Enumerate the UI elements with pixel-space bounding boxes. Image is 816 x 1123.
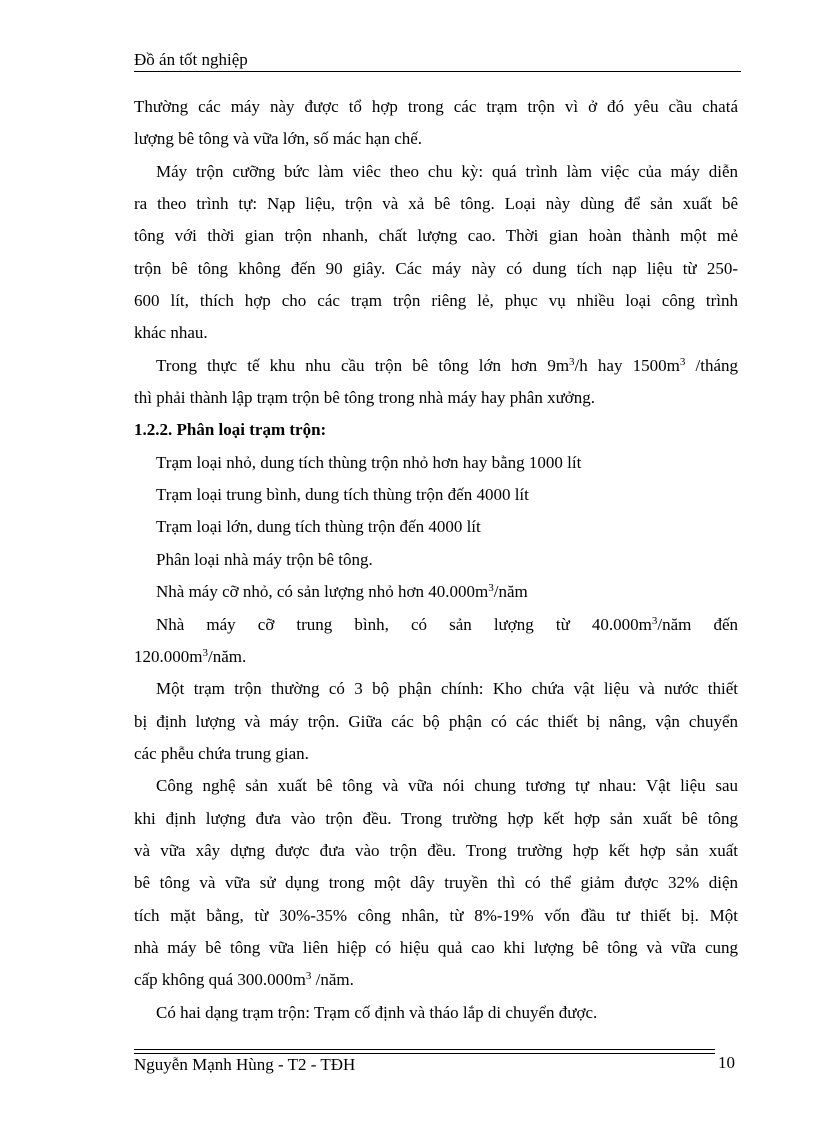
page-header	[134, 50, 741, 70]
text-line: lượng bê tông và vữa lớn, số mác hạn chế.	[134, 129, 423, 149]
text-span: /năm.	[207, 646, 247, 666]
list-item: Trạm loại trung bình, dung tích thùng trộn đến 4000 lít	[156, 485, 529, 505]
superscript: 3	[488, 582, 494, 595]
superscript: 3	[305, 970, 312, 983]
paragraph-technology	[134, 770, 738, 996]
list-item-medium-plant	[134, 609, 738, 674]
superscript: 3	[651, 614, 658, 627]
superscript: 3	[569, 355, 575, 368]
text-line: trộn bê tông không đến 90 giây. Các máy này có dung tích nạp liệu từ 250-	[134, 258, 738, 278]
text-line	[134, 609, 738, 641]
paragraph-plant-components	[134, 673, 738, 770]
text-span: /năm	[493, 582, 528, 602]
text-line: nhà máy bê tông vữa liên hiệp có hiệu quả cao khi lượng bê tông và vữa cung	[134, 937, 738, 957]
list-item: Phân loại nhà máy trộn bê tông.	[156, 549, 373, 569]
text-span: /h hay 1500m	[574, 355, 680, 375]
text-line: bê tông và vữa sử dụng trong một dây truyền thì có thể giảm được 32% diện	[134, 873, 738, 893]
text-line: Công nghệ sản xuất bê tông và vữa nói chung tương tự nhau: Vật liệu sau	[156, 776, 738, 796]
text-span: /tháng	[685, 355, 738, 375]
list-item-small-plant	[134, 576, 738, 608]
page-number: 10	[718, 1053, 735, 1072]
text-line: tông với thời gian trộn nhanh, chất lượng cao. Thời gian hoàn thành một mẻ	[134, 226, 738, 246]
document-title: Đồ án tốt nghiệp	[134, 50, 248, 69]
text-span: Nhà máy cỡ nhỏ, có sản lượng nhỏ hơn 40.000m	[156, 582, 489, 602]
footer-divider-bottom	[134, 1053, 715, 1054]
text-span: /năm.	[311, 970, 354, 990]
text-span: 120.000m	[134, 646, 203, 666]
text-span: Trong thực tế khu nhu cầu trộn bê tông lớn hơn 9m	[156, 355, 570, 375]
superscript: 3	[679, 355, 686, 368]
paragraph-forced-mixer	[134, 156, 738, 350]
text-line: thì phải thành lập trạm trộn bê tông trong nhà máy hay phân xưởng.	[134, 388, 596, 408]
text-line: và vữa xây dựng được đưa vào trộn đều. Trong trường hợp kết hợp sản xuất	[134, 840, 738, 860]
text-line: các phễu chứa trung gian.	[134, 743, 309, 763]
paragraph-mixing-plants	[134, 91, 738, 156]
text-line: khi định lượng đưa vào trộn đều. Trong trường hợp kết hợp sản xuất bê tông	[134, 808, 738, 828]
text-line: bị định lượng và máy trộn. Giữa các bộ phận có các thiết bị nâng, vận chuyển	[134, 711, 738, 731]
text-line	[134, 350, 738, 382]
text-span: cấp không quá 300.000m	[134, 970, 306, 990]
text-line	[134, 964, 738, 996]
superscript: 3	[202, 646, 208, 659]
text-line: Một trạm trộn thường có 3 bộ phận chính: Kho chứa vật liệu và nước thiết	[156, 679, 738, 699]
text-line: ra theo trình tự: Nạp liệu, trộn và xả bê tông. Loại này dùng để sản xuất bê	[134, 194, 738, 214]
list-item: Trạm loại nhỏ, dung tích thùng trộn nhỏ hơn hay bằng 1000 lít	[156, 452, 582, 472]
paragraph-demand	[134, 350, 738, 415]
list-item: Trạm loại lớn, dung tích thùng trộn đến 4000 lít	[156, 517, 481, 537]
section-heading: 1.2.2. Phân loại trạm trộn:	[134, 420, 327, 440]
text-line: khác nhau.	[134, 323, 208, 343]
text-span: /năm đến	[657, 614, 738, 634]
text-line: 600 lít, thích hợp cho các trạm trộn riêng lẻ, phục vụ nhiều loại công trình	[134, 291, 738, 311]
footer-author: Nguyễn Mạnh Hùng - T2 - TĐH	[134, 1055, 356, 1074]
text-line: Thường các máy này được tổ hợp trong các trạm trộn vì ở đó yêu cầu chatá	[134, 97, 738, 116]
text-span: Nhà máy cỡ trung bình, có sản lượng từ 40.000m	[156, 614, 652, 634]
page-body	[134, 91, 738, 1029]
footer-divider-top	[134, 1049, 715, 1050]
text-line	[134, 641, 738, 673]
text-line: tích mặt bằng, từ 30%-35% công nhân, từ 8%-19% vốn đầu tư thiết bị. Một	[134, 905, 738, 925]
text-line: Máy trộn cưỡng bức làm viêc theo chu kỳ: quá trình làm việc của máy diễn	[156, 161, 738, 181]
paragraph-plant-types: Có hai dạng trạm trộn: Trạm cố định và tháo lắp di chuyển được.	[156, 1002, 598, 1022]
header-divider	[134, 71, 741, 72]
